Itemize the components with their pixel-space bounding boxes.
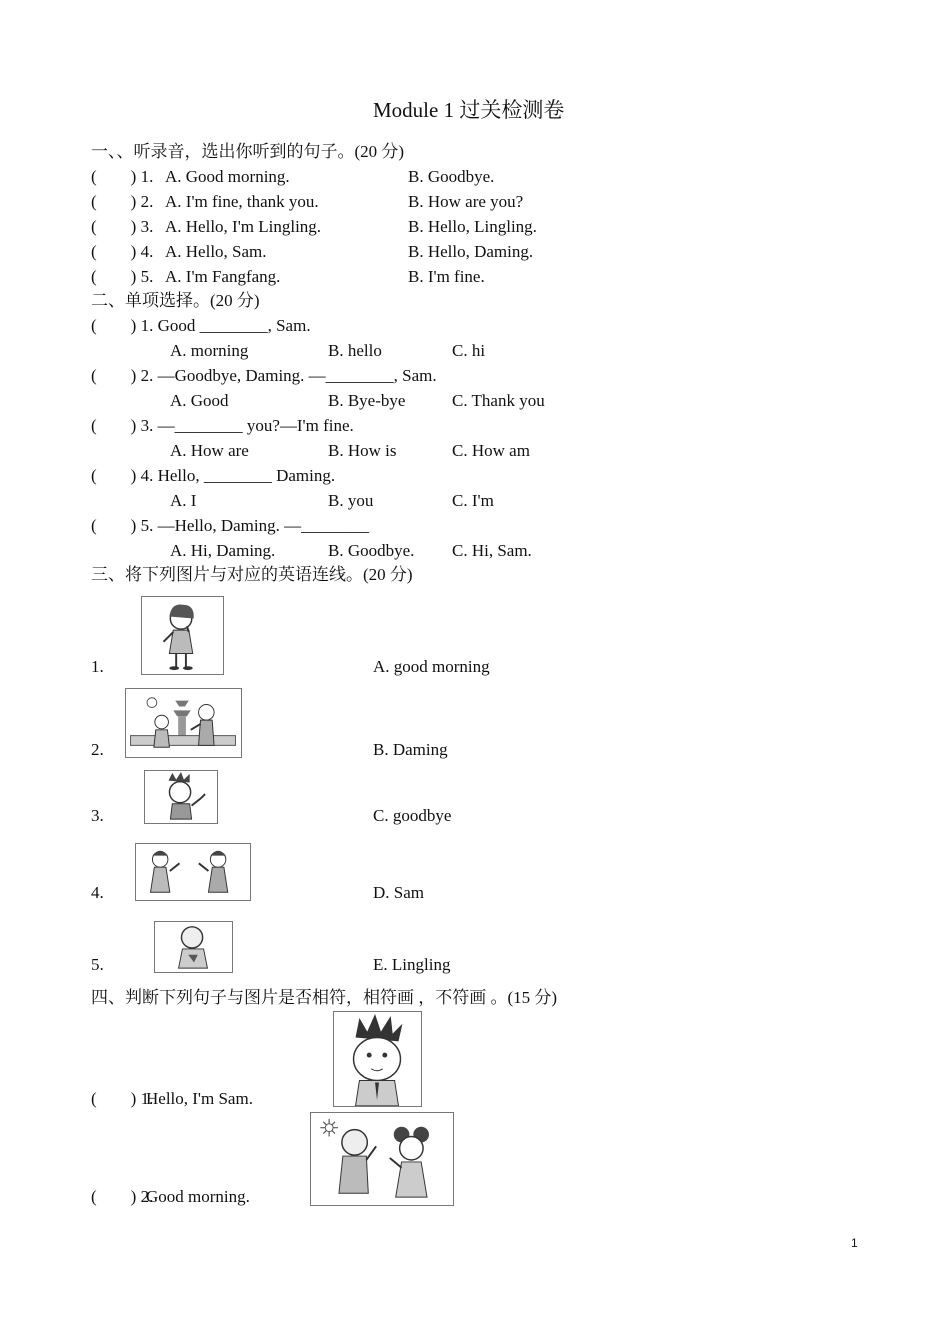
question-prefix: ( ) 1. [91, 167, 154, 186]
page-title: Module 1 过关检测卷 [373, 98, 565, 122]
section-1-heading: 一、、听录音，选出你听到的句子。(20 分) [91, 142, 405, 161]
question-prefix: ( ) 2. [91, 192, 154, 211]
sam-icon [334, 1012, 421, 1106]
question-stem: ( ) 1. Good ________, Sam. [91, 316, 311, 335]
judge-sentence: Hello, I'm Sam. [146, 1089, 253, 1108]
option-b: B. hello [328, 341, 382, 360]
option-a: A. Hello, I'm Lingling. [165, 217, 322, 236]
girl-picture [141, 596, 224, 675]
option-a: A. Hello, Sam. [165, 242, 267, 261]
option-b: B. How are you? [408, 192, 524, 211]
option-a: A. Good [170, 391, 229, 410]
option-b: B. Bye-bye [328, 391, 406, 410]
bald-boy-icon [155, 922, 232, 972]
bald-boy-picture [154, 921, 233, 973]
question-stem: ( ) 2. —Goodbye, Daming. —________, Sam. [91, 366, 437, 385]
girl-icon [142, 597, 223, 674]
match-option: E. Lingling [373, 955, 451, 974]
option-a: A. I'm Fangfang. [165, 267, 281, 286]
option-a: A. How are [170, 441, 249, 460]
question-stem: ( ) 5. —Hello, Daming. —________ [91, 516, 370, 535]
option-c: C. I'm [452, 491, 494, 510]
option-c: C. hi [452, 341, 486, 360]
morning-greeting-picture [310, 1112, 454, 1206]
match-number: 5. [91, 955, 104, 974]
two-girls-greeting-picture [135, 843, 251, 901]
question-stem: ( ) 3. —________ you?—I'm fine. [91, 416, 354, 435]
option-a: A. I'm fine, thank you. [165, 192, 319, 211]
option-b: B. Goodbye. [408, 167, 495, 186]
option-c: C. Thank you [452, 391, 545, 410]
page-number: 1 [851, 1236, 858, 1250]
option-a: A. Good morning. [165, 167, 290, 186]
option-a: A. morning [170, 341, 249, 360]
option-b: B. Goodbye. [328, 541, 415, 560]
section-4-heading: 四、判断下列句子与图片是否相符，相符画 ，不符画 。(15 分) [91, 988, 558, 1007]
option-c: C. Hi, Sam. [452, 541, 532, 560]
match-number: 4. [91, 883, 104, 902]
option-b: B. Hello, Lingling. [408, 217, 537, 236]
option-b: B. Hello, Daming. [408, 242, 534, 261]
option-c: C. How am [452, 441, 530, 460]
option-a: A. Hi, Daming. [170, 541, 276, 560]
sam-picture [333, 1011, 422, 1107]
option-b: B. I'm fine. [408, 267, 485, 286]
boy-icon [145, 771, 217, 823]
judge-prefix: ( ) 2. [91, 1187, 154, 1206]
greeting-icon [311, 1113, 453, 1205]
section-2-heading: 二、单项选择。(20 分) [91, 291, 260, 310]
section-3-heading: 三、将下列图片与对应的英语连线。(20 分) [91, 565, 413, 584]
option-a: A. I [170, 491, 197, 510]
two-children-scene-picture [125, 688, 242, 758]
match-number: 1. [91, 657, 104, 676]
scene-icon [126, 689, 241, 757]
question-prefix: ( ) 5. [91, 267, 154, 286]
judge-prefix: ( ) 1. [91, 1089, 154, 1108]
match-option: B. Daming [373, 740, 448, 759]
match-option: A. good morning [373, 657, 490, 676]
option-b: B. you [328, 491, 374, 510]
match-number: 3. [91, 806, 104, 825]
question-prefix: ( ) 3. [91, 217, 154, 236]
match-option: D. Sam [373, 883, 424, 902]
question-stem: ( ) 4. Hello, ________ Daming. [91, 466, 336, 485]
match-number: 2. [91, 740, 104, 759]
option-b: B. How is [328, 441, 397, 460]
judge-sentence: Good morning. [146, 1187, 250, 1206]
match-option: C. goodbye [373, 806, 452, 825]
girls-icon [136, 844, 250, 900]
question-prefix: ( ) 4. [91, 242, 154, 261]
boy-waving-picture [144, 770, 218, 824]
